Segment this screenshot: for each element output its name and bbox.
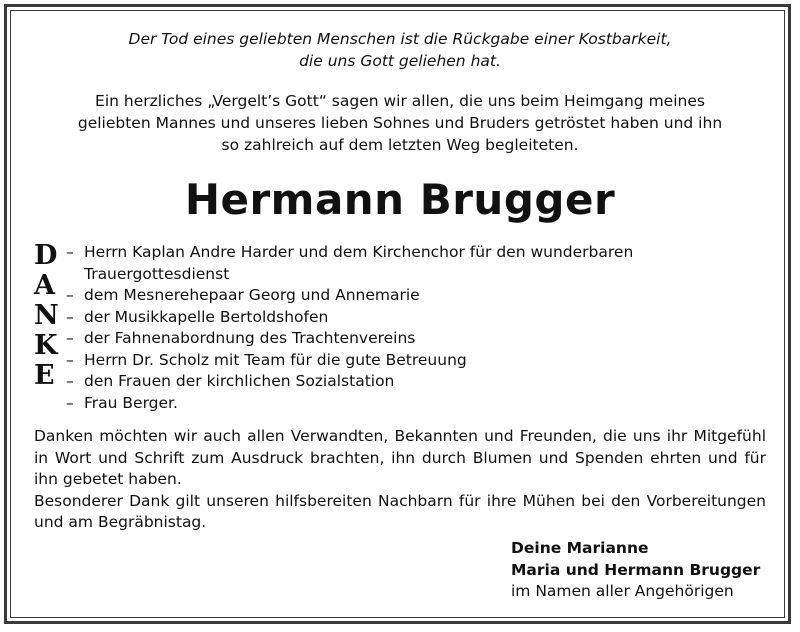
- thanks-body: [34, 426, 766, 534]
- intro-line: geliebten Mannes und unseres lieben Sohnes und Bruders getröstet haben und ihn: [77, 114, 723, 132]
- dash-marker: –: [66, 329, 74, 347]
- list-item: [66, 350, 766, 372]
- list-item: [66, 371, 766, 393]
- danke-acrostic: [34, 240, 64, 390]
- motto-line: die uns Gott geliehen hat.: [299, 52, 501, 70]
- dash-marker: –: [66, 393, 74, 412]
- list-item: [66, 242, 766, 285]
- danke-letter: N: [34, 300, 59, 331]
- dash-marker: –: [66, 286, 74, 304]
- list-item: [66, 307, 766, 329]
- deceased-name: Hermann Brugger: [184, 175, 616, 224]
- signature-line: Maria und Hermann Brugger: [511, 560, 761, 579]
- intro-text: [0, 90, 800, 156]
- list-item-text: Herrn Dr. Scholz mit Team für die gute Betreuung: [84, 350, 467, 369]
- list-item-text: Frau Berger.: [84, 393, 178, 412]
- danke-letter: D: [34, 240, 58, 271]
- list-item-text: der Fahnenabordnung des Trachtenvereins: [84, 329, 416, 347]
- motto-quote: [0, 28, 800, 72]
- thanks-paragraph: Besonderer Dank gilt unseren hilfsbereiten Nachbarn für ihre Mühen bei den Vorbereitungen und am Begräbnistag.: [34, 491, 766, 531]
- danke-letter: E: [34, 360, 55, 391]
- list-item-text: Herrn Kaplan Andre Harder und dem Kirchenchor für den wunderbaren Trauergottesdienst: [84, 243, 634, 283]
- signature-line: im Namen aller Angehörigen: [511, 582, 734, 600]
- signature-block: [511, 538, 781, 603]
- dash-marker: –: [66, 307, 74, 326]
- signature-line: Deine Marianne: [511, 539, 649, 557]
- thanks-paragraph: Danken möchten wir auch allen Verwandten, Bekannten und Freunden, die uns ihr Mitgefühl in Wort und Schrift zum Ausdruck brachten, ihn durch Blumen und Spenden ehrten und für ihn gebetet haben.: [34, 427, 766, 488]
- danke-list: [66, 242, 766, 414]
- danke-letter: K: [34, 330, 58, 361]
- list-item-text: dem Mesnerehepaar Georg und Annemarie: [84, 286, 420, 304]
- list-item: [66, 328, 766, 350]
- motto-line: Der Tod eines geliebten Menschen ist die Rückgabe einer Kostbarkeit,: [128, 30, 672, 48]
- intro-line: Ein herzliches „Vergelt’s Gott“ sagen wir allen, die uns beim Heimgang meines: [95, 92, 705, 110]
- list-item-text: den Frauen der kirchlichen Sozialstation: [84, 372, 395, 390]
- list-item: [66, 285, 766, 307]
- dash-marker: –: [66, 243, 74, 261]
- intro-line: so zahlreich auf dem letzten Weg begleiteten.: [221, 136, 579, 154]
- list-item: [66, 393, 766, 415]
- dash-marker: –: [66, 372, 74, 390]
- dash-marker: –: [66, 350, 74, 369]
- list-item-text: der Musikkapelle Bertoldshofen: [84, 307, 329, 326]
- danke-letter: A: [34, 270, 55, 301]
